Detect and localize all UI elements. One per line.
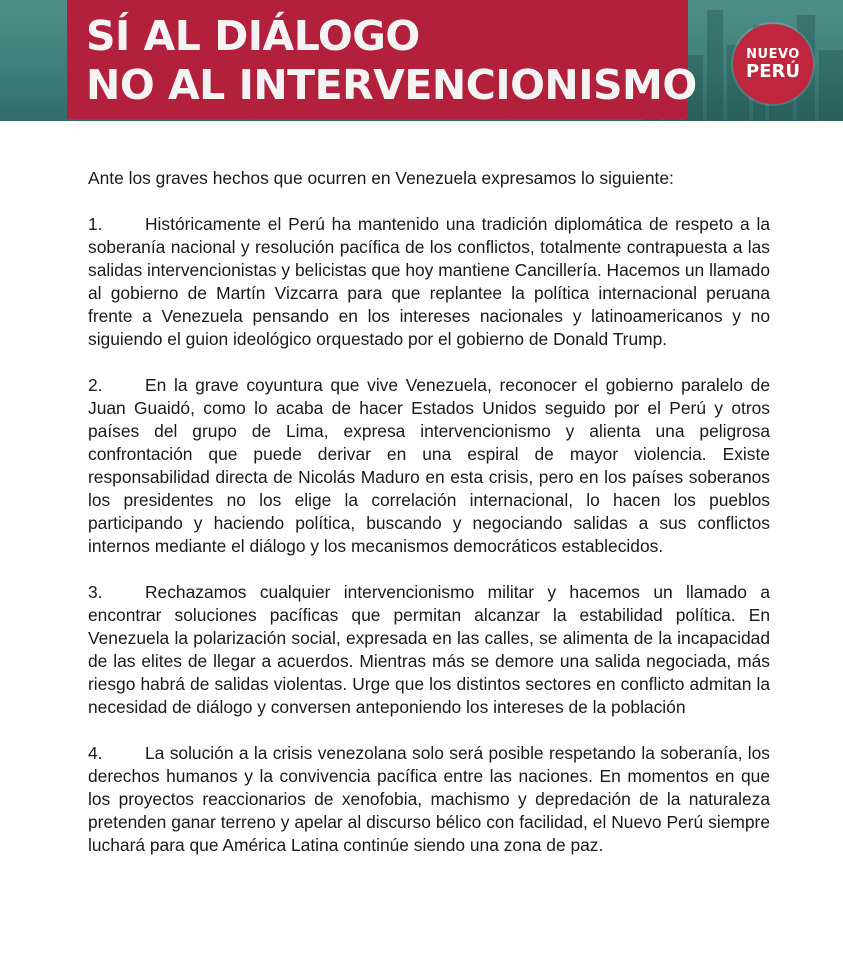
banner-title-line-2: NO AL INTERVENCIONISMO (86, 61, 697, 109)
point-number: 2. (88, 375, 103, 395)
statement-body (88, 167, 770, 880)
point-text: En la grave coyuntura que vive Venezuela, reconocer el gobierno paralelo de Juan Guaidó, como lo acaba de hacer Estados Unidos seguido por el Perú y otros países del grupo de Lima, expresa intervencionismo y alienta una peligrosa confrontación que puede derivar en una espiral de mayor violencia. Existe responsabilidad directa de Nicolás Maduro en esta crisis, pero en los países soberanos los presidentes no los elige la correlación internacional, lo hacen los pueblos participando y haciendo política, buscando y negociando salidas a sus conflictos internos mediante el diálogo y los mecanismos democráticos establecidos. (88, 375, 770, 556)
point-number: 4. (88, 743, 103, 763)
statement-point-2 (88, 374, 770, 558)
nuevo-peru-logo (733, 24, 813, 104)
statement-point-1 (88, 213, 770, 351)
point-text: La solución a la crisis venezolana solo será posible respetando la soberanía, los derechos humanos y la convivencia pacífica entre las naciones. En momentos en que los proyectos reaccionarios de xenofobia, machismo y depredación de la naturaleza pretenden ganar terreno y apelar al discurso bélico con facilidad, el Nuevo Perú siempre luchará para que América Latina continúe siendo una zona de paz. (88, 743, 770, 855)
statement-point-4 (88, 742, 770, 857)
point-number: 3. (88, 582, 103, 602)
banner-title (86, 12, 697, 110)
statement-intro: Ante los graves hechos que ocurren en Venezuela expresamos lo siguiente: (88, 168, 674, 188)
header-banner (0, 0, 843, 121)
point-text: Históricamente el Perú ha mantenido una tradición diplomática de respeto a la soberanía nacional y resolución pacífica de los conflictos, totalmente contrapuesta a las salidas intervencionistas y belicistas que hoy mantiene Cancillería. Hacemos un llamado al gobierno de Martín Vizcarra para que replantee la política internacional peruana frente a Venezuela pensando en los intereses nacionales y latinoamericanos y no siguiendo el guion ideológico orquestado por el gobierno de Donald Trump. (88, 214, 770, 349)
point-number: 1. (88, 214, 103, 234)
logo-text-line-1: NUEVO (746, 46, 800, 62)
statement-point-3 (88, 581, 770, 719)
point-text: Rechazamos cualquier intervencionismo militar y hacemos un llamado a encontrar soluciones pacíficas que permitan alcanzar la estabilidad política. En Venezuela la polarización social, expresada en las calles, se alimenta de la incapacidad de las elites de llegar a acuerdos. Mientras más se demore una salida negociada, más riesgo habrá de salidas violentas. Urge que los distintos sectores en conflicto admitan la necesidad de diálogo y conversen anteponiendo los intereses de la población (88, 582, 770, 717)
logo-text-line-2: PERÚ (746, 60, 800, 82)
banner-title-line-1: SÍ AL DIÁLOGO (86, 12, 420, 60)
